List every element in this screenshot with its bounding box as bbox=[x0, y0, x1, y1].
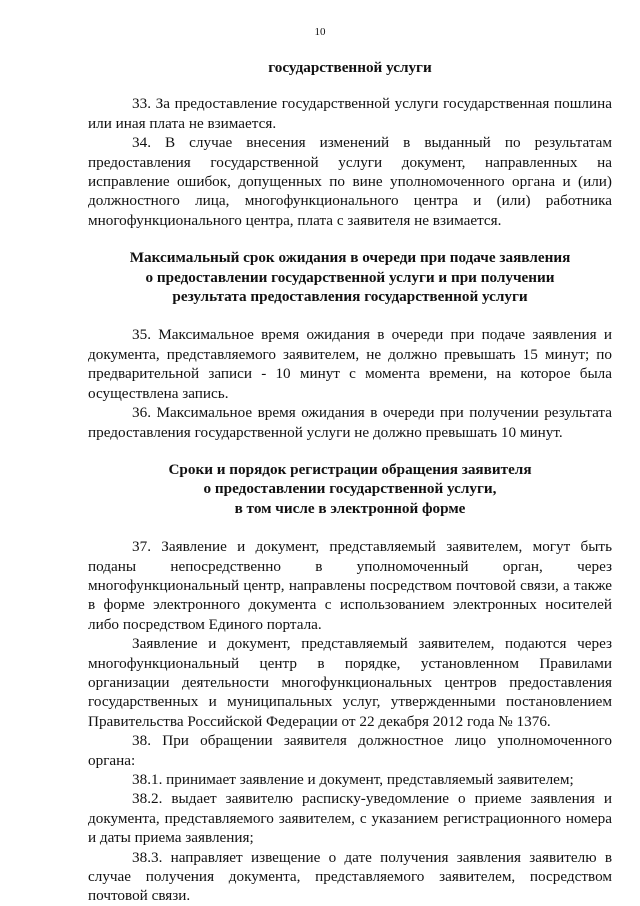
section-heading-waiting-time bbox=[88, 248, 612, 306]
paragraph-37-continued: Заявление и документ, представляемый заявителем, подаются через многофункциональный центр в порядке, установленном Правилами организации деятельности многофункциональных центров предоставления государственных и муниципальных услуг, утвержденными постановлением Правительства Российской Федерации от 22 декабря 2012 года № 1376. bbox=[88, 635, 612, 730]
page-number: 10 bbox=[314, 26, 326, 38]
paragraph-36: 36. Максимальное время ожидания в очереди при получении результата предоставления государственной услуги не должно превышать 10 минут. bbox=[88, 404, 612, 441]
heading-line: в том числе в электронной форме bbox=[234, 499, 466, 517]
heading-line: о предоставлении государственной услуги и при получении bbox=[145, 268, 555, 286]
paragraph-38-1: 38.1. принимает заявление и документ, представляемый заявителем; bbox=[132, 771, 574, 788]
section-heading-continuation: государственной услуги bbox=[268, 59, 432, 76]
document-body bbox=[88, 58, 612, 906]
paragraph-34: 34. В случае внесения изменений в выданный по результатам предоставления государственной услуги документ, направленных на исправление ошибок, допущенных по вине уполномоченного органа и (или) должностного лица, многофункционального центра и (или) работника многофункционального центра, плата с заявителя не взимается. bbox=[88, 134, 612, 229]
paragraph-38-2: 38.2. выдает заявителю расписку-уведомление о приеме заявления и документа, представляемого заявителем, с указанием регистрационного номера и даты приема заявления; bbox=[88, 790, 612, 847]
paragraph-38: 38. При обращении заявителя должностное лицо уполномоченного органа: bbox=[88, 732, 612, 769]
heading-line: Сроки и порядок регистрации обращения заявителя bbox=[168, 460, 532, 478]
paragraph-38-3: 38.3. направляет извещение о дате получения заявления заявителю в случае получения документа, представляемого заявителем, посредством почтовой связи. bbox=[88, 848, 612, 905]
paragraph-33: 33. За предоставление государственной услуги государственная пошлина или иная плата не взимается. bbox=[88, 95, 612, 132]
heading-line: результата предоставления государственной услуги bbox=[172, 288, 528, 306]
section-heading-registration bbox=[88, 460, 612, 518]
paragraph-37: 37. Заявление и документ, представляемый заявителем, могут быть поданы непосредственно в уполномоченный орган, через многофункциональный центр, направлены посредством почтовой связи, а также в форме электронного документа с использованием электронных носителей либо посредством Единого портала. bbox=[88, 538, 612, 633]
heading-line: о предоставлении государственной услуги, bbox=[203, 480, 497, 498]
heading-line: Максимальный срок ожидания в очереди при подаче заявления bbox=[129, 249, 571, 267]
paragraph-35: 35. Максимальное время ожидания в очереди при подаче заявления и документа, представляемого заявителем, не должно превышать 15 минут; по предварительной записи - 10 минут с момента времени, на которое была осуществлена запись. bbox=[88, 326, 612, 402]
